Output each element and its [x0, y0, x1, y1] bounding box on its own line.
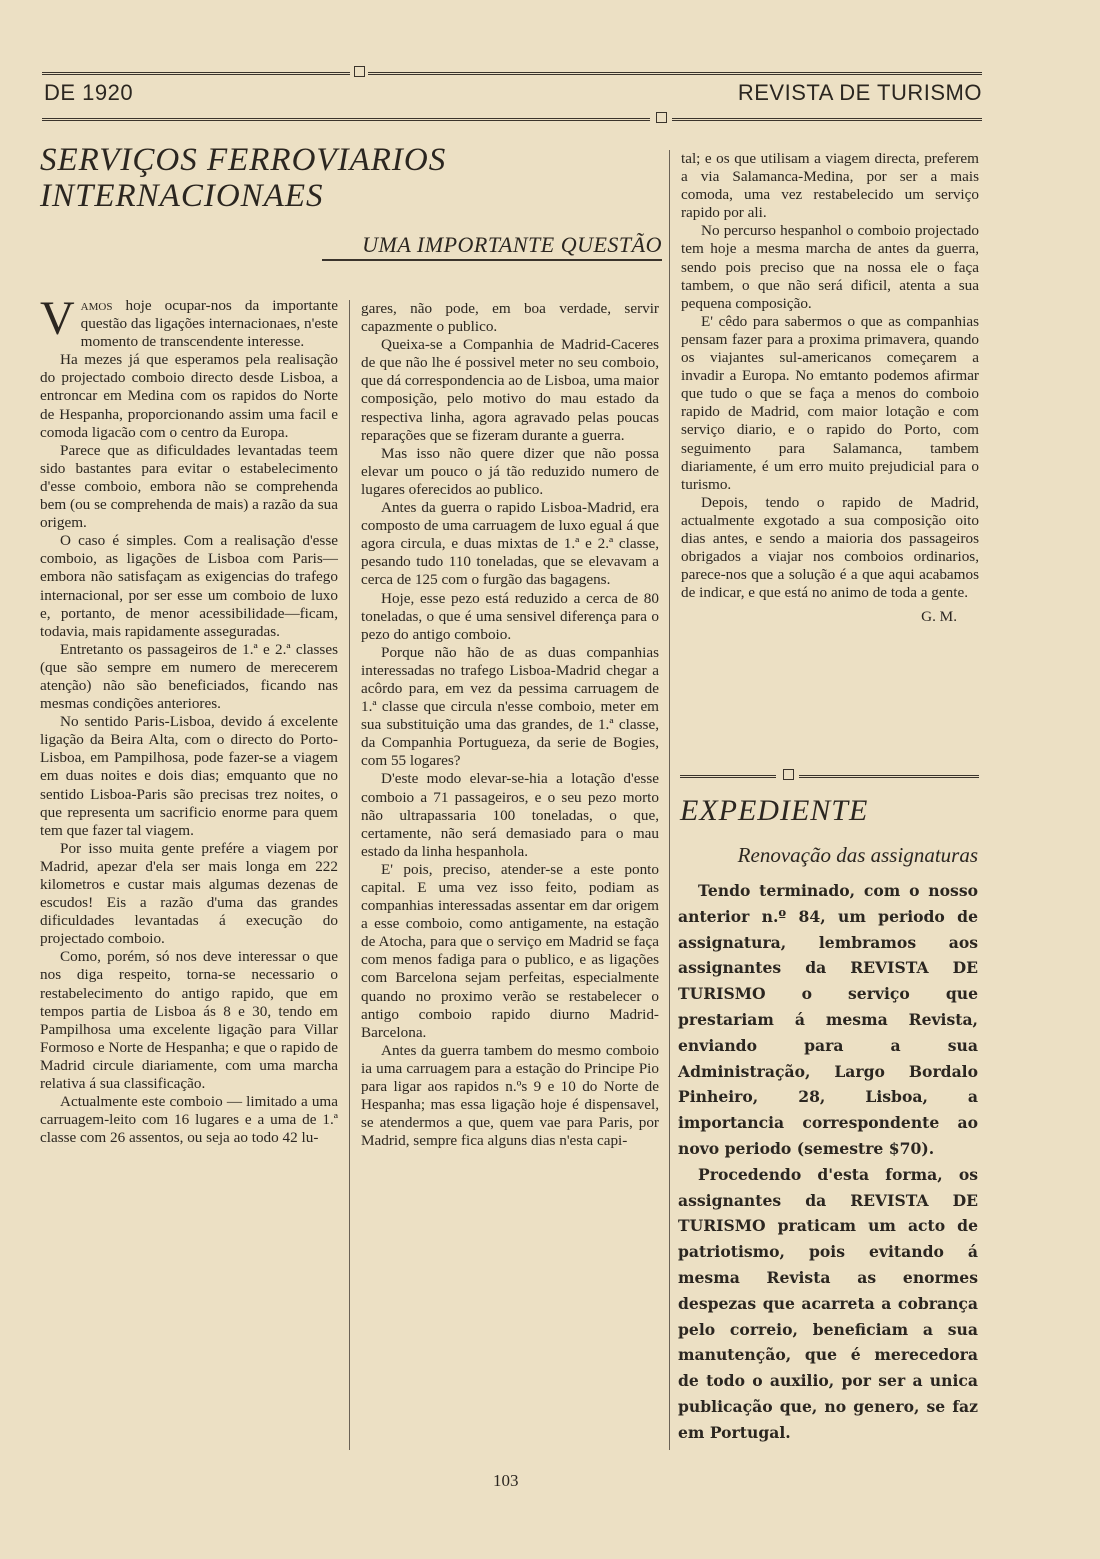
article-subtitle: UMA IMPORTANTE QUESTÃO	[322, 232, 662, 261]
lead-word: amos	[80, 297, 113, 314]
top-rule-left	[42, 72, 350, 75]
expediente-subtitle: Renovação das assignaturas	[737, 843, 978, 867]
article-paragraph: Parece que as dificuldades levantadas teem sido bastantes para evitar o estabelecimento d'esse comboio, embora não se comprehenda bem (ou se comprehenda de mais) a razão da sua origem.	[40, 441, 338, 532]
article-paragraph: Entretanto os passageiros de 1.ª e 2.ª classes (que são sempre em numero de merecerem atenção) não são beneficiados, ficando nas mesmas condições anteriores.	[40, 640, 338, 713]
header-right: REVISTA DE TURISMO	[737, 80, 982, 105]
expediente-paragraph: Tendo terminado, com o nosso anterior n.º 84, um periodo de assignatura, lembramos aos assignantes da REVISTA DE TURISMO o serviço que prestariam á mesma Revista, enviando para a sua Administração, Largo Bordalo Pinheiro, 28, Lisboa, a importancia correspondente ao novo periodo (semestre $70).	[678, 881, 978, 1158]
header-rule-left	[42, 118, 650, 121]
expediente-body	[678, 878, 978, 1446]
article-paragraph: Actualmente este comboio — limitado a uma carruagem-leito com 16 lugares e a uma de 1.ª classe com 26 assentos, ou seja ao todo 42 lu-	[40, 1093, 338, 1147]
article-paragraph: Depois, tendo o rapido de Madrid, actualmente exgotado a sua composição oito dias antes, e sendo a maioria dos passageiros obrigados a viajar nos comboios ordinarios, parece-nos que a solução é a que aqui acabamos de indicar, e que está no animo de toda a gente.	[681, 493, 979, 602]
header-rule-right	[672, 118, 982, 121]
article-paragraph: No percurso hespanhol o comboio projectado tem hoje a mesma marcha de antes da guerra, sendo pois preciso que na nossa ele o faça tambem, o que não será dificil, atenta a sua pequena composição.	[681, 222, 979, 312]
column-divider	[349, 300, 350, 1450]
article-column-2	[361, 300, 659, 1150]
article-column-3	[681, 150, 979, 626]
article-signature: G. M.	[921, 608, 957, 626]
article-paragraph: Porque não hão de as duas companhias interessadas no trafego Lisboa-Madrid chegar a acôrdo para, em vez da pessima carruagem de 1.ª classe que circula n'esse comboio, meter em sua substituição uma das grandes, de 1.ª classe, da Companhia Portugueza, da serie de Bogies, com 55 logares?	[361, 643, 659, 770]
article-paragraph: Hoje, esse pezo está reduzido a cerca de 80 toneladas, o que é uma sensivel diferença para o pezo do antigo comboio.	[361, 589, 659, 643]
expediente-title: EXPEDIENTE	[680, 794, 869, 827]
article-paragraph: tal; e os que utilisam a viagem directa, preferem a via Salamanca-Medina, por ser a mais comoda, uma vez restabelecido um serviço rapido por ali.	[681, 150, 979, 222]
article-title: SERVIÇOS FERROVIARIOS INTERNACIONAES	[40, 142, 447, 214]
article-paragraph: D'este modo elevar-se-hia a lotação d'esse comboio a 71 passageiros, e o seu pezo morto não ultrapassaria 100 toneladas, o que, certamente, não será demasiado para o mau estado da linha hespanhola.	[361, 770, 659, 860]
article-paragraph: E' cêdo para sabermos o que as companhias pensam fazer para a proxima primavera, quando os viajantes sul-americanos começarem a invadir a Europa. No emtanto podemos afirmar que tudo o que se faça a menos do comboio rapido de Madrid, com maior lotação e com serviço diario, e o rapido do Porto, com seguimento para Salamanca, tambem diariamente, é um erro muito prejudicial para o turismo.	[681, 312, 979, 493]
article-paragraph: No sentido Paris-Lisboa, devido á excelente ligação da Beira Alta, com o directo do Porto-Lisboa, em Pampilhosa, pode fazer-se a viagem em duas noites e dois dias; emquanto que no sentido Lisboa-Paris são precisas trez noites, o que representa um sacrificio enorme para quem tem que fazer tal viagem.	[40, 713, 338, 839]
header-left: DE 1920	[44, 80, 134, 105]
article-paragraph: Ha mezes já que esperamos pela realisação do projectado comboio directo desde Lisboa, a entroncar em Medina com os rapidos do Norte de Hespanha, proporcionando assim uma facil e comoda ligacão com o centro da Europa.	[40, 351, 338, 441]
article-paragraph: gares, não pode, em boa verdade, servir capazmente o publico.	[361, 300, 659, 336]
article-paragraph: E' pois, preciso, atender-se a este ponto capital. E uma vez isso feito, podiam as companhias interessadas assentar em dar origem a esse comboio, como antigamente, na estação de Atocha, para que o serviço em Madrid se faça com menos fadiga para o publico, e as ligações com Barcelona sejam perfeitas, especialmente quando no proximo verão se restabelecer o antigo comboio rapido diurno Madrid-Barcelona.	[361, 860, 659, 1041]
article-paragraph: Como, porém, só nos deve interessar o que nos diga respeito, torna-se necessario o restabelecimento do antigo rapido, que em tempos partia de Lisboa ás 8 e 30, tendo em Pampilhosa uma excelente ligação para Villar Formoso e Norte de Hespanha; e que o rapido de Madrid circule diariamente, com uma marcha relativa á sua classificação.	[40, 948, 338, 1093]
article-paragraph: O caso é simples. Com a realisação d'esse comboio, as ligações de Lisboa com Paris—embora não satisfaçam as exigencias do trafego internacional, por ser esse um comboio de luxo e, portanto, de menor acessibilidade—ficam, todavia, mais rapidamente asseguradas.	[40, 532, 338, 640]
top-rule-ornament	[354, 66, 365, 77]
article-paragraph: Por isso muita gente prefére a viagem por Madrid, apezar d'ela ser mais longa em 222 kilometros e custar mais algumas dezenas de escudos! Eis a razão d'uma das grandes dificuldades levantadas á execução do projectado comboio.	[40, 839, 338, 948]
article-column-1	[40, 292, 338, 1147]
article-paragraph: Mas isso não quere dizer que não possa elevar um pouco o já tão reduzido numero de lugares oferecidos ao publico.	[361, 444, 659, 498]
article-paragraph: Queixa-se a Companhia de Madrid-Caceres de que não lhe é possivel meter no seu comboio, que dá correspondencia ao de Lisboa, uma maior composição, pelo motivo do mau estado da respectiva linha, agora agravado pelas poucas reparações que se fizeram durante a guerra.	[361, 336, 659, 444]
column-divider	[669, 150, 670, 1450]
article-paragraph: Antes da guerra o rapido Lisboa-Madrid, era composto de uma carruagem de luxo egual á que agora circula, e duas mixtas de 1.ª e 2.ª classe, pesando tudo 110 toneladas, que se elevavam a cerca de 125 com o furgão das bagagens.	[361, 499, 659, 589]
header-rule-ornament	[656, 112, 667, 123]
drop-cap: V	[40, 292, 75, 345]
expediente-rule-right	[799, 775, 979, 778]
expediente-rule-left	[680, 775, 776, 778]
expediente-paragraph: Procedendo d'esta forma, os assignantes da REVISTA DE TURISMO praticam um acto de patriotismo, pois evitando á mesma Revista as enormes despezas que acarreta a cobrança pelo correio, beneficiam a sua manutenção, que é merecedora de todo o auxilio, por ser a unica publicação que, no genero, se faz em Portugal.	[678, 1164, 978, 1442]
top-rule-right	[368, 72, 982, 75]
expediente-ornament	[783, 769, 794, 780]
page-number: 103	[493, 1471, 519, 1490]
article-paragraph: Antes da guerra tambem do mesmo comboio ia uma carruagem para a estação do Principe Pio para ligar aos rapidos n.ºs 9 e 10 do Norte de Hespanha; mas essa ligação hoje é dispensavel, se atendermos a que, quem vae para Paris, por Madrid, sempre fica alguns dias n'esta capi-	[361, 1041, 659, 1150]
article-paragraph: Vamos hoje ocupar-nos da importante questão das ligações internacionaes, n'este momento de transcendente interesse.	[40, 292, 338, 351]
